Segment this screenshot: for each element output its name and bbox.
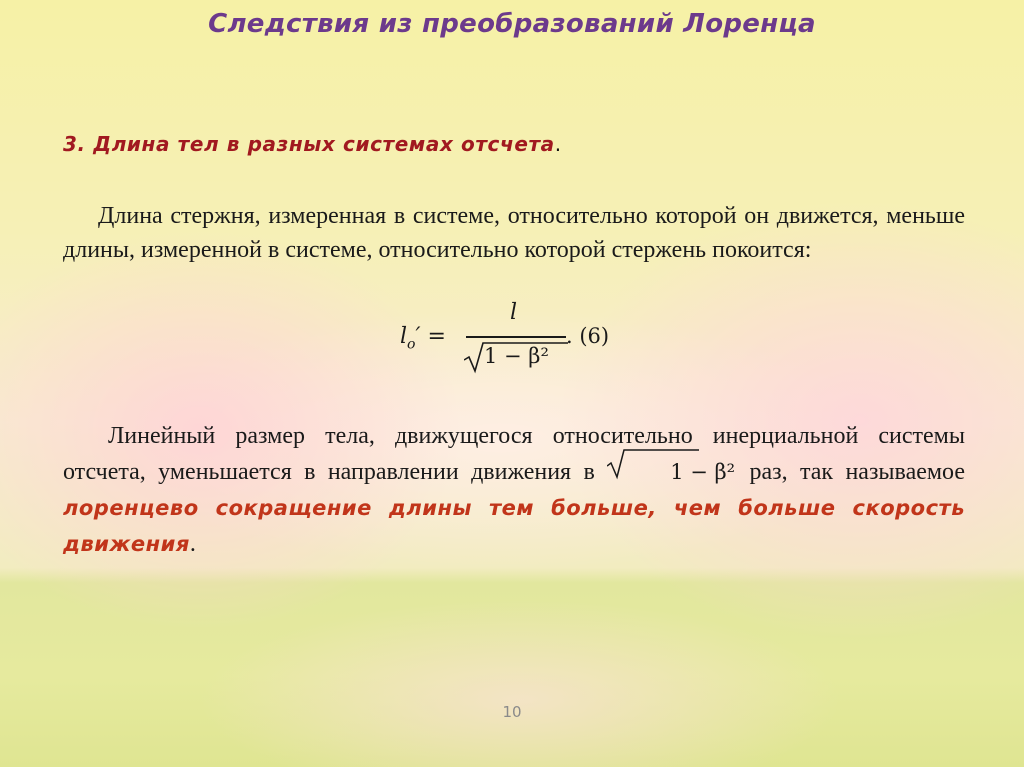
formula-numerator: l: [510, 300, 518, 325]
length-contraction-formula: [400, 300, 640, 380]
formula-lhs-prime: ′ =: [415, 324, 446, 349]
lorentz-contraction-emphasis: лоренцево сокращение длины тем больше, чем больше скорость движения: [63, 496, 965, 556]
formula-lhs: [400, 324, 446, 352]
inline-sqrt-expression: [607, 454, 737, 490]
equation-number: . (6): [566, 324, 610, 348]
paragraph2-end: .: [189, 531, 196, 557]
section-heading: [63, 132, 562, 156]
fraction-bar: [466, 336, 566, 338]
section-heading-period: .: [554, 132, 562, 156]
section-heading-text: 3. Длина тел в разных системах отсчета: [63, 132, 555, 156]
formula-lhs-subscript: o: [407, 336, 416, 353]
paragraph2-text: Линейный размер тела, движущегося относительно инерциальной системы отсчета, уменьшается в направлении движения в: [63, 423, 965, 485]
inline-sqrt-value: 1 − β²: [670, 460, 736, 484]
page-number: 10: [502, 703, 522, 721]
formula-denominator: 1 − β²: [484, 344, 549, 368]
paragraph-rod-length: Длина стержня, измеренная в системе, относительно которой он движется, меньше длины, измеренной в системе, относительно которой стержень покоится:: [63, 203, 965, 263]
inline-square-root-icon: [607, 448, 699, 480]
paragraph-linear-size: [63, 418, 965, 562]
formula-lhs-base: l: [400, 324, 408, 349]
slide-title: Следствия из преобразований Лоренца: [208, 9, 816, 39]
paragraph2-text-after: раз, так называемое: [737, 459, 966, 485]
